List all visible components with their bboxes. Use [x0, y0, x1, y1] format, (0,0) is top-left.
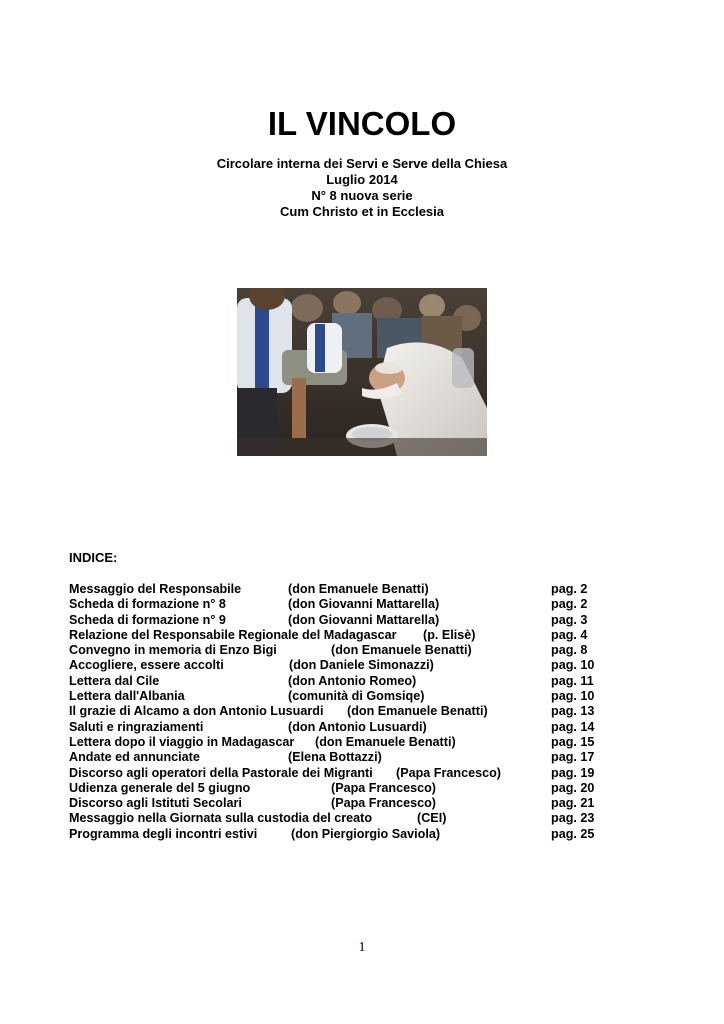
toc-title: Scheda di formazione n° 9: [69, 612, 226, 627]
toc-author: (don Emanuele Benatti): [347, 704, 488, 719]
toc-title: Il grazie di Alcamo a don Antonio Lusuardi: [69, 704, 324, 719]
toc-page: pag. 17: [551, 750, 595, 765]
document-title: IL VINCOLO: [267, 105, 457, 142]
subtitle-line-1: Circolare interna dei Servi e Serve della Chiesa: [216, 156, 508, 171]
toc-page: pag. 3: [551, 612, 588, 627]
toc-author: (don Emanuele Benatti): [315, 734, 456, 749]
toc-entry: [69, 781, 609, 796]
toc-title: Discorso agli operatori della Pastorale dei Migranti: [69, 765, 373, 780]
toc-entry: [69, 811, 609, 826]
toc-author: (don Emanuele Benatti): [288, 582, 429, 596]
subtitle-line-2: Luglio 2014: [326, 172, 398, 187]
toc-entry: [69, 704, 609, 719]
toc-entry: [69, 735, 609, 750]
toc-author: (don Giovanni Mattarella): [288, 597, 440, 612]
index-heading: INDICE:: [69, 550, 118, 565]
toc-page: pag. 8: [551, 643, 588, 658]
toc-author: (don Antonio Romeo): [288, 673, 417, 688]
toc-title: Messaggio del Responsabile: [69, 582, 242, 596]
toc-page: pag. 25: [551, 826, 595, 841]
toc-title: Saluti e ringraziamenti: [69, 719, 204, 734]
toc-page: pag. 10: [551, 658, 595, 673]
toc-title: Convegno in memoria di Enzo Bigi: [69, 643, 277, 658]
toc-author: (comunità di Gomsiqe): [288, 689, 425, 704]
toc-page: pag. 21: [551, 796, 595, 811]
toc-entry: [69, 597, 609, 612]
toc-entry: [69, 582, 609, 597]
toc-entry: [69, 658, 609, 673]
toc-entry: [69, 766, 609, 781]
toc-title: Messaggio nella Giornata sulla custodia del creato: [69, 811, 373, 826]
toc-entry: [69, 689, 609, 704]
toc-author: (don Antonio Lusuardi): [288, 719, 427, 734]
toc-title: Accogliere, essere accolti: [69, 658, 224, 673]
toc-author: (don Piergiorgio Saviola): [291, 826, 441, 841]
toc-page: pag. 14: [551, 719, 595, 734]
toc-page: pag. 23: [551, 811, 595, 826]
toc-title: Andate ed annunciate: [69, 750, 200, 765]
toc-entry: [69, 720, 609, 735]
toc-author: (Papa Francesco): [331, 780, 436, 795]
table-of-contents: [69, 582, 609, 842]
subtitle-line-3: N° 8 nuova serie: [311, 188, 413, 203]
toc-title: Discorso agli Istituti Secolari: [69, 796, 242, 811]
toc-title: Lettera dall'Albania: [69, 689, 185, 704]
toc-entry: [69, 674, 609, 689]
toc-entry: [69, 750, 609, 765]
toc-entry: [69, 827, 609, 842]
toc-author: (p. Elisè): [423, 627, 476, 642]
toc-author: (don Daniele Simonazzi): [289, 658, 434, 673]
toc-page: pag. 11: [551, 673, 594, 688]
toc-title: Lettera dopo il viaggio in Madagascar: [69, 734, 295, 749]
toc-page: pag. 13: [551, 704, 595, 719]
photo-washing-feet-image: [237, 288, 487, 456]
toc-author: (Elena Bottazzi): [288, 750, 382, 765]
toc-title: Scheda di formazione n° 8: [69, 597, 226, 612]
toc-page: pag. 4: [551, 627, 588, 642]
cover-photo: [237, 288, 487, 456]
toc-entry: [69, 643, 609, 658]
toc-title: Lettera dal Cile: [69, 673, 160, 688]
toc-title: Udienza generale del 5 giugno: [69, 780, 251, 795]
toc-entry: [69, 796, 609, 811]
toc-page: pag. 20: [551, 780, 595, 795]
toc-title: Relazione del Responsabile Regionale del Madagascar: [69, 627, 397, 642]
toc-page: pag. 19: [551, 765, 595, 780]
toc-entry: [69, 613, 609, 628]
toc-author: (Papa Francesco): [331, 796, 436, 811]
toc-page: pag. 15: [551, 734, 595, 749]
toc-author: (don Giovanni Mattarella): [288, 612, 440, 627]
toc-entry: [69, 628, 609, 643]
toc-page: pag. 2: [551, 582, 588, 596]
toc-page: pag. 10: [551, 689, 595, 704]
toc-page: pag. 2: [551, 597, 588, 612]
toc-author: (don Emanuele Benatti): [331, 643, 472, 658]
toc-author: (CEI): [417, 811, 447, 826]
toc-title: Programma degli incontri estivi: [69, 826, 258, 841]
toc-author: (Papa Francesco): [396, 765, 501, 780]
page-number: 1: [358, 940, 366, 955]
subtitle-line-4: Cum Christo et in Ecclesia: [280, 204, 444, 219]
